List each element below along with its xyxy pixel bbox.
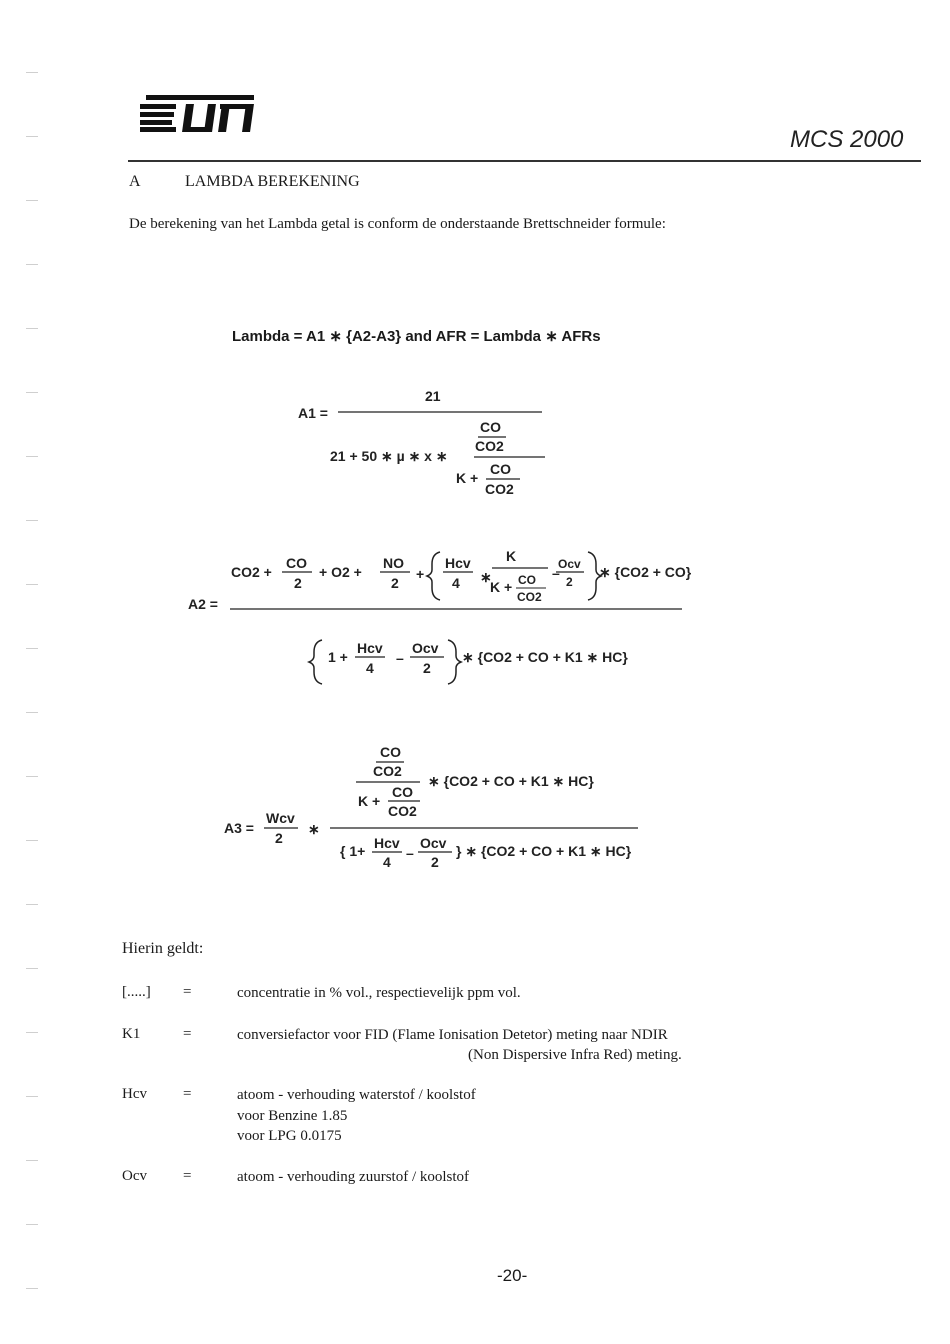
svg-text:∗: ∗: [480, 569, 492, 585]
svg-text:K +: K +: [490, 579, 513, 595]
a3-label: A3 =: [224, 820, 254, 836]
svg-text:–: –: [396, 650, 404, 666]
lambda-formula: Lambda = A1 ∗ {A2-A3} and AFR = Lambda ∗ AFRs: [232, 328, 601, 345]
svg-text:2: 2: [566, 575, 573, 589]
definition-term: Hcv: [122, 1086, 147, 1102]
svg-text:CO: CO: [380, 744, 401, 760]
a1-co: CO: [480, 419, 501, 435]
section-intro: De berekening van het Lambda getal is conform de onderstaande Brettschneider formule:: [129, 216, 666, 232]
svg-text:CO2: CO2: [373, 763, 402, 779]
svg-text:4: 4: [383, 854, 391, 870]
svg-text:K: K: [506, 548, 517, 564]
a1-den-prefix: 21 + 50 ∗ µ ∗ x ∗: [330, 448, 448, 464]
svg-text:1 +: 1 +: [328, 649, 348, 665]
svg-text:CO: CO: [392, 784, 413, 800]
definition-line: voor Benzine 1.85: [237, 1108, 348, 1124]
a1-co2-inner: CO2: [485, 481, 514, 497]
svg-text:–: –: [406, 845, 414, 861]
definition-eq: =: [183, 984, 192, 1000]
a1-numerator: 21: [425, 388, 441, 404]
svg-text:2: 2: [431, 854, 439, 870]
svg-text:} ∗ {CO2 + CO + K1 ∗ HC}: } ∗ {CO2 + CO + K1 ∗ HC}: [456, 843, 632, 859]
definition-eq: =: [183, 1086, 192, 1102]
svg-text:2: 2: [391, 575, 399, 591]
svg-text:∗: ∗: [308, 821, 320, 837]
svg-text:K +: K +: [358, 793, 381, 809]
svg-text:Hcv: Hcv: [357, 640, 383, 656]
svg-text:Ocv: Ocv: [412, 640, 439, 656]
svg-text:–: –: [552, 565, 560, 581]
definition-line: (Non Dispersive Infra Red) meting.: [468, 1047, 682, 1063]
svg-text:4: 4: [452, 575, 460, 591]
svg-text:NO: NO: [383, 555, 404, 571]
definitions-intro: Hierin geldt:: [122, 940, 204, 957]
svg-text:Hcv: Hcv: [374, 835, 400, 851]
svg-text:+ O2 +: + O2 +: [319, 564, 362, 580]
formula-a3: [224, 744, 638, 870]
definition-term: Ocv: [122, 1168, 147, 1184]
svg-text:2: 2: [423, 660, 431, 676]
section-letter: A: [129, 173, 141, 190]
formula-a2: [188, 548, 692, 684]
section-title: LAMBDA BEREKENING: [185, 173, 360, 190]
a2-co2-small: CO2: [517, 590, 542, 604]
definition-line: conversiefactor voor FID (Flame Ionisation Detetor) meting naar NDIR: [237, 1027, 668, 1043]
a1-co-inner: CO: [490, 461, 511, 477]
definition-eq: =: [183, 1026, 192, 1042]
definition-term: K1: [122, 1026, 141, 1042]
svg-text:∗ {CO2 + CO}: ∗ {CO2 + CO}: [599, 564, 692, 580]
svg-text:Ocv: Ocv: [420, 835, 447, 851]
definition-eq: =: [183, 1168, 192, 1184]
a2-label: A2 =: [188, 596, 218, 612]
page-number: -20-: [497, 1266, 528, 1285]
svg-text:2: 2: [275, 830, 283, 846]
svg-text:{ 1+: { 1+: [340, 843, 366, 859]
svg-text:Ocv: Ocv: [558, 557, 581, 571]
definition-line: atoom - verhouding zuurstof / koolstof: [237, 1169, 470, 1185]
definition-line: voor LPG 0.0175: [237, 1128, 342, 1144]
a1-co2: CO2: [475, 438, 504, 454]
a2-co-small: CO: [518, 573, 536, 587]
svg-text:∗ {CO2 + CO + K1 ∗ HC}: ∗ {CO2 + CO + K1 ∗ HC}: [462, 649, 628, 665]
a1-kplus: K +: [456, 470, 479, 486]
svg-text:CO2 +: CO2 +: [231, 564, 272, 580]
svg-text:+: +: [416, 566, 425, 582]
definition-line: atoom - verhouding waterstof / koolstof: [237, 1087, 476, 1103]
svg-text:CO2: CO2: [388, 803, 417, 819]
product-title: MCS 2000: [790, 126, 904, 153]
formula-a1: [298, 388, 545, 497]
definition-line: concentratie in % vol., respectievelijk ppm vol.: [237, 985, 521, 1001]
definition-term: [.....]: [122, 984, 151, 1000]
svg-text:Hcv: Hcv: [445, 555, 471, 571]
svg-text:Wcv: Wcv: [266, 810, 295, 826]
svg-text:∗ {CO2 + CO + K1 ∗ HC}: ∗ {CO2 + CO + K1 ∗ HC}: [428, 773, 594, 789]
svg-text:4: 4: [366, 660, 374, 676]
svg-text:2: 2: [294, 575, 302, 591]
svg-text:CO: CO: [286, 555, 307, 571]
a1-label: A1 =: [298, 405, 328, 421]
